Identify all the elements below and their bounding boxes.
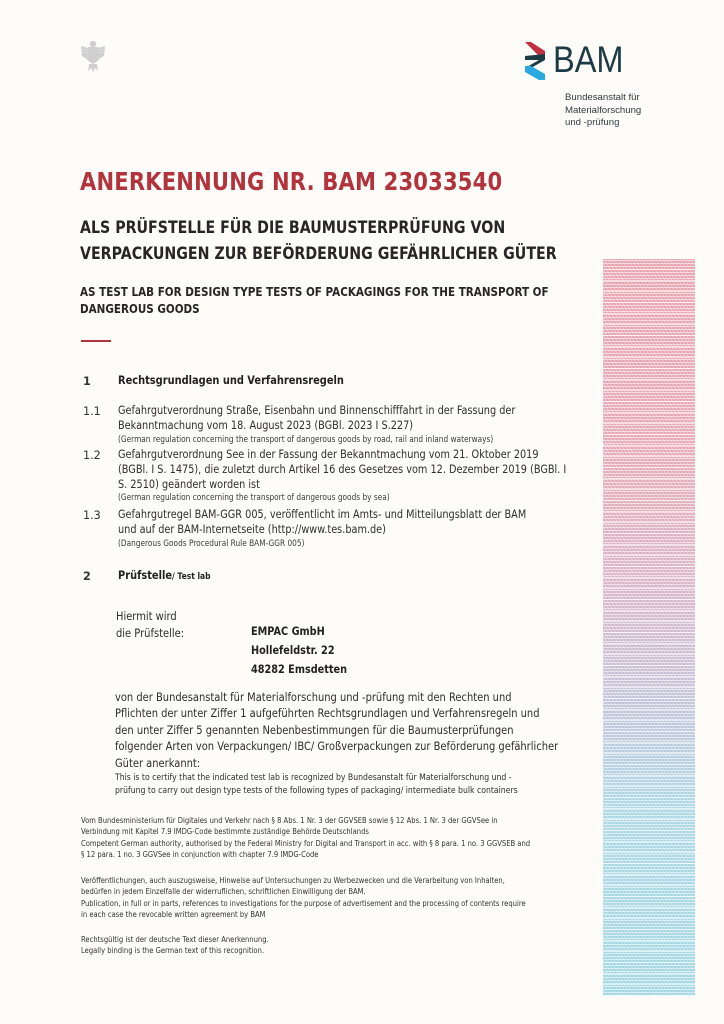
list-item-1-3 <box>118 508 526 550</box>
publication-note <box>81 875 526 920</box>
body-line: Güter anerkannt: <box>115 755 201 770</box>
section-1-heading: Rechtsgrundlagen und Verfahrensregeln <box>118 374 344 387</box>
lab-street: Hollefeldstr. 22 <box>251 644 335 657</box>
bam-subtitle-line: Bundesanstalt für <box>565 92 640 103</box>
bam-wordmark: BAM <box>553 39 624 80</box>
item-line: (BGBl. I S. 1475), die zuletzt durch Artikel 16 des Gesetzes vom 12. Dezember 2019 (BGBl. I <box>118 462 567 476</box>
item-line: Gefahrgutverordnung See in der Fassung der Bekanntmachung vom 21. Oktober 2019 <box>118 448 539 461</box>
list-item-1-2 <box>118 448 566 504</box>
body-line: folgender Arten von Verpackungen/ IBC/ Großverpackungen zur Beförderung gefährlicher <box>115 739 559 754</box>
list-item-1-1 <box>118 404 515 446</box>
title-german-line: ALS PRÜFSTELLE FÜR DIE BAUMUSTERPRÜFUNG VON <box>80 218 506 238</box>
lab-address <box>251 622 347 679</box>
bam-subtitle <box>565 92 641 130</box>
legal-note <box>81 934 269 957</box>
footer-line: Publication, in full or in parts, references to investigations for the purpose of advertisement and the processing of contents require <box>81 898 526 908</box>
section-1-number: 1 <box>83 375 91 388</box>
item-line: Bekanntmachung vom 18. August 2023 (BGBl. 2023 I S.227) <box>118 418 414 432</box>
body-en-line: This is to certify that the indicated test lab is recognized by Bundesanstalt für Materialforschung und - <box>115 773 512 783</box>
body-line: von der Bundesanstalt für Materialforschung und -prüfung mit den Rechten und <box>115 690 512 704</box>
body-line: Pflichten der unter Ziffer 1 aufgeführten Rechtsgrundlagen und Verfahrensregeln und <box>115 706 540 721</box>
section-2-heading-en: / Test lab <box>172 572 211 582</box>
recognition-body-english <box>115 772 518 799</box>
item-line: Gefahrgutregel BAM-GGR 005, veröffentlicht im Amts- und Mitteilungsblatt der BAM <box>118 508 527 521</box>
title-english <box>80 283 549 317</box>
footer-line: Rechtsgültig ist der deutsche Text dieser Anerkennung. <box>81 935 269 944</box>
item-line: S. 2510) geändert worden ist <box>118 477 260 491</box>
title-english-line: AS TEST LAB FOR DESIGN TYPE TESTS OF PACKAGINGS FOR THE TRANSPORT OF <box>80 284 549 299</box>
item-english: (German regulation concerning the transport of dangerous goods by road, rail and inland waterways) <box>118 434 494 445</box>
item-number: 1.3 <box>83 509 101 522</box>
intro-line: die Prüfstelle: <box>116 626 185 640</box>
bam-subtitle-line: und -prüfung <box>565 117 620 128</box>
title-german-line: VERPACKUNGEN ZUR BEFÖRDERUNG GEFÄHRLICHER GÜTER <box>80 244 557 264</box>
footer-line: bedürfen in jedem Einzelfalle der widerruflichen, schriftlichen Einwilligung der BAM. <box>81 887 366 897</box>
section-2-heading-de: Prüfstelle <box>118 569 173 582</box>
item-number: 1.2 <box>83 449 101 462</box>
item-number: 1.1 <box>83 405 101 418</box>
item-line: und auf der BAM-Internetseite (http://www.tes.bam.de) <box>118 522 386 536</box>
recognition-number-title: ANERKENNUNG NR. BAM 23033540 <box>80 167 503 196</box>
section-2-number: 2 <box>83 570 91 583</box>
body-en-line: prüfung to carry out design type tests of the following types of packaging/ intermediate bulk containers <box>115 786 518 797</box>
footer-line: Veröffentlichungen, auch auszugsweise, Hinweise auf Untersuchungen zu Werbezwecken und die Verarbeitung von Inhalten, <box>81 876 505 885</box>
decorative-stripe-pattern <box>603 259 695 996</box>
lab-name: EMPAC GmbH <box>251 625 325 638</box>
item-english: (Dangerous Goods Procedural Rule BAM-GGR 005) <box>118 538 305 549</box>
footer-line: Verbindung mit Kapitel 7.9 IMDG-Code bestimmte zuständige Behörde Deutschlands <box>81 827 369 837</box>
intro-line: Hiermit wird <box>116 609 177 623</box>
title-english-line: DANGEROUS GOODS <box>80 301 200 316</box>
lab-city: 48282 Emsdetten <box>251 663 348 676</box>
footer-line: Competent German authority, authorised by the Federal Ministry for Digital and Transport in acc. with § 8 para. 1 no. 3 GGVSEB and <box>81 838 531 848</box>
authority-note <box>81 815 530 860</box>
title-german <box>80 215 557 267</box>
item-english: (German regulation concerning the transport of dangerous goods by sea) <box>118 493 390 504</box>
footer-line: Legally binding is the German text of this recognition. <box>81 946 265 956</box>
federal-eagle-icon <box>80 38 106 74</box>
section-2-heading <box>118 569 211 582</box>
accent-divider <box>81 340 111 342</box>
bam-chevron-logo-icon <box>525 42 545 82</box>
footer-line: Vom Bundesministerium für Digitales und Verkehr nach § 8 Abs. 1 Nr. 3 der GGVSEB sowie § 12 Abs. 1 Nr. 3 der GGVSee in <box>81 816 498 825</box>
footer-line: § 12 para. 1 no. 3 GGVSee in conjunction with chapter 7.9 IMDG-Code <box>81 849 319 859</box>
footer-line: in each case the revocable written agreement by BAM <box>81 909 266 919</box>
recognition-body <box>115 689 558 771</box>
body-line: den unter Ziffer 5 genannten Nebenbestimmungen für die Baumusterprüfungen <box>115 722 514 737</box>
item-line: Gefahrgutverordnung Straße, Eisenbahn und Binnenschifffahrt in der Fassung der <box>118 404 516 417</box>
bam-subtitle-line: Materialforschung <box>565 104 642 116</box>
